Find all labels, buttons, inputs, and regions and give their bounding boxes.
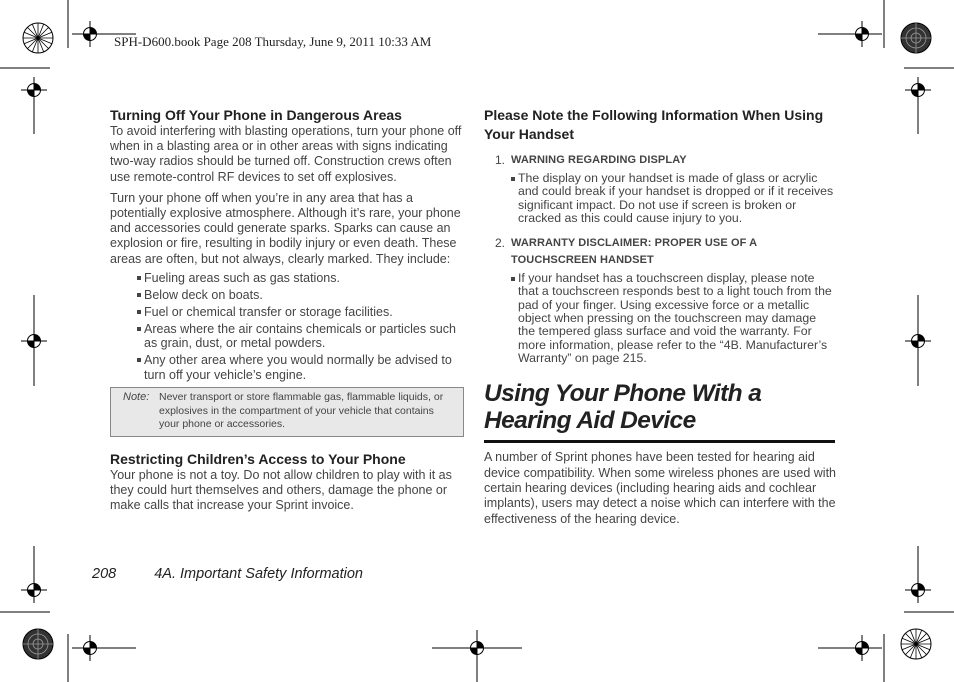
list-item: Areas where the air contains chemicals or particles such as grain, dust, or metal powders. [110,322,466,351]
section-title-hearing-aid: Using Your Phone With a Hearing Aid Device [484,380,762,434]
list-item: Fueling areas such as gas stations. [110,271,466,286]
list-item: Any other area where you would normally be advised to turn off your vehicle’s engine. [110,353,466,382]
right-column [484,106,836,527]
left-column [110,106,466,514]
chapter-title: 4A. Important Safety Information [154,566,363,582]
note-text: Never transport or store flammable gas, flammable liquids, or explosives in the compartment of your vehicle that contains your phone or accessories. [159,391,444,430]
page-number: 208 [92,566,117,582]
list-item: Fuel or chemical transfer or storage facilities. [110,305,466,320]
list-item: If your handset has a touchscreen display, please note that a touchscreen responds best to a light touch from the pad of your finger. Using excessive force or a metallic object when pressing on the touchscreen may damage the tempered glass surface and void the warranty. For more information, please refer to the “4B. Manufacturer’s Warranty” on page 215. [484,272,836,365]
numbered-item-2: 2. WARRANTY DISCLAIMER: PROPER USE OF A TOUCHSCREEN HANDSET [484,235,836,269]
note-label: Note: [123,391,150,404]
item-title: WARRANTY DISCLAIMER: PROPER USE OF A TOUCHSCREEN HANDSET [511,237,757,267]
paragraph-hearing-aid: A number of Sprint phones have been tested for hearing aid device compatibility. When some wireless phones are used with certain hearing devices (including hearing aids and cochlear implants), users may detect a noise which can interfere with the effectiveness of the hearing device. [484,450,837,526]
heading-handset-info: Please Note the Following Information When Using Your Handset [484,107,824,142]
dangerous-areas-list [110,271,466,383]
heading-children-access: Restricting Children’s Access to Your Phone [110,450,406,467]
paragraph-explosive: Turn your phone off when you’re in any area that has a potentially explosive atmosphere. Although it’s rare, your phone and accessories could generate sparks. Sparks can cause an explosion or fire, resulting in bodily injury or even death. These areas are often, but not always, clearly marked. They include: [110,190,461,266]
item-1-list [484,172,836,225]
list-item: Below deck on boats. [110,288,466,303]
print-slug: SPH-D600.book Page 208 Thursday, June 9, 2011 10:33 AM [114,34,432,49]
paragraph-blasting: To avoid interfering with blasting operations, turn your phone off when in a blasting area or in other areas with signs indicating two-way radios should be turned off. Construction crews often use remote-control RF devices to set off explosives. [110,124,462,184]
list-item: The display on your handset is made of glass or acrylic and could break if your handset is dropped or if it receives significant impact. Do not use if screen is broken or cracked as this could cause injury to you. [484,172,836,225]
page-footer [92,566,363,582]
paragraph-children: Your phone is not a toy. Do not allow children to play with it as they could hurt themselves and others, damage the phone or make calls that increase your Sprint invoice. [110,467,452,513]
note-box [110,387,464,437]
item-2-list [484,272,836,365]
heading-dangerous-areas: Turning Off Your Phone in Dangerous Areas [110,107,402,123]
numbered-item-1: 1. WARNING REGARDING DISPLAY [495,153,687,167]
item-title: WARNING REGARDING DISPLAY [511,154,687,166]
